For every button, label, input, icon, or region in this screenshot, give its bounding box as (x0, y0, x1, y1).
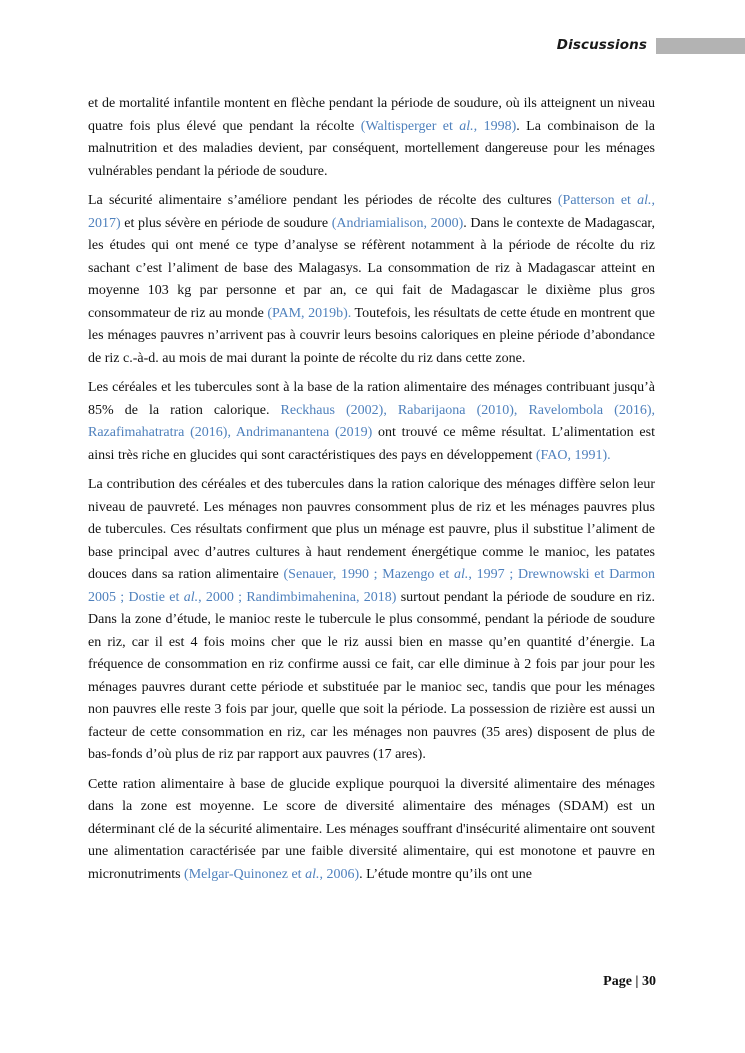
paragraph (88, 190, 655, 370)
citation: al. (453, 567, 469, 582)
text-run: . Dans le contexte de Madagascar, les études qui ont mené ce type d’analyse se réfèrent notamment à la période de récolte du riz sachant c’est l’aliment de base des Malagasys. La consommation de riz à Madagascar atteint en moyenne 103 kg par personne et par an, ce qui fait de Madagascar le dixième plus gros consommateur de riz au monde (88, 215, 656, 321)
citation: (Senauer, 1990 ; Mazengo et (283, 567, 454, 582)
page-number: 30 (642, 974, 656, 989)
citation: al. (183, 589, 199, 605)
paragraph (88, 377, 655, 467)
running-header-title: Discussions (556, 37, 647, 53)
paragraph (88, 474, 655, 767)
text-run: Cette ration alimentaire à base de glucide explique pourquoi la diversité alimentaire des ménages dans la zone est moyenne. Le score de diversité alimentaire des ménages (SDAM) est un déterminant clé de la sécurité alimentaire. Les ménages souffrant d'insécurité alimentaire ont souvent une alimentation caractérisée par une faible diversité alimentaire, qui est monotone et pauvre en micronutriments (88, 776, 655, 882)
citation: 1998) (477, 118, 517, 134)
citation: (Andriamialison, 2000) (331, 215, 464, 231)
text-run: surtout pendant la période de soudure en riz. Dans la zone d’étude, le manioc reste le tubercule le plus consommé, pendant la période de soudure en riz, car il est 4 fois moins cher que le riz aussi bien en masse qu’en quantité d’énergie. La fréquence de consommation en riz confirme aussi ce fait, car elle diminue à 2 fois par jour pour les ménages pauvres durant cette période et substituée par le manioc sec, tandis que pour les ménages non pauvres elle reste 3 fois par jour, quelle que soit la période. La possession de rizière est aussi un facteur de cette consommation en riz, car les ménages non pauvres (35 ares) disposent de plus de bas-fonds d’où plus de riz par rapport aux pauvres (17 ares). (88, 589, 656, 762)
citation: al., (459, 118, 478, 134)
citation: Reckhaus (2002), Rabarijaona (2010), Ravelombola (2016), Razafimahatratra (2016), Andrimanantena (2019) (88, 402, 655, 440)
page-separator: | (635, 974, 639, 989)
paragraph (88, 93, 655, 183)
text-run: Toutefois, les résultats de cette étude en montrent que les ménages pauvres n’arrivent pas à couvrir leurs besoins caloriques en pleine période d’abondance de riz c.-à-d. au mois de mai durant la pointe de récolte du riz dans cette zone. (88, 305, 655, 366)
citation: al. (637, 193, 652, 208)
body-text (88, 93, 655, 893)
page-label: Page (603, 974, 632, 989)
page-footer (603, 974, 656, 990)
text-run: . L’étude montre qu’ils ont une (359, 866, 533, 882)
text-run: La sécurité alimentaire s’améliore pendant les périodes de récolte des cultures (88, 193, 558, 208)
header-bar (656, 38, 745, 54)
text-run: Les céréales et les tubercules sont à la base de la ration alimentaire des ménages contribuant jusqu’à 85% de la ration calorique. (88, 380, 655, 418)
citation: (Patterson et (557, 193, 638, 208)
citation: (Waltisperger et (360, 118, 460, 134)
citation: , 1997 ; Drewnowski et Darmon 2005 ; Dostie et (88, 567, 655, 605)
citation: (PAM, 2019b). (267, 305, 352, 321)
citation: , 2006) (319, 866, 360, 882)
text-run: et plus sévère en période de soudure (120, 215, 332, 231)
text-run: La contribution des céréales et des tubercules dans la ration calorique des ménages diffère selon leur niveau de pauvreté. Les ménages non pauvres consomment plus de riz et les ménages pauvres plus de tubercules. Ces résultats confirment que plus un ménage est pauvre, plus il substitue l’aliment de base principal avec d’autres cultures à haut rendement énergétique comme le manioc, les patates douces dans sa ration alimentaire (88, 477, 655, 582)
citation: (Melgar-Quinonez et (184, 866, 306, 882)
text-run: et de mortalité infantile montent en flèche pendant la période de soudure, où ils atteignent un niveau quatre fois plus élevé que pendant la récolte (88, 96, 655, 134)
citation: , 2017) (88, 193, 656, 231)
text-run: ont trouvé ce même résultat. L’alimentation est ainsi très riche en glucides qui sont caractéristiques des pays en développement (88, 425, 655, 463)
citation: (FAO, 1991). (535, 447, 611, 463)
citation: , 2000 ; Randimbimahenina, 2018) (198, 589, 397, 605)
text-run: . La combinaison de la malnutrition et des maladies devient, par conséquent, mortellement dangereuse pour les ménages vulnérables pendant la période de soudure. (88, 118, 655, 179)
citation: al. (305, 866, 320, 882)
paragraph (88, 774, 655, 887)
